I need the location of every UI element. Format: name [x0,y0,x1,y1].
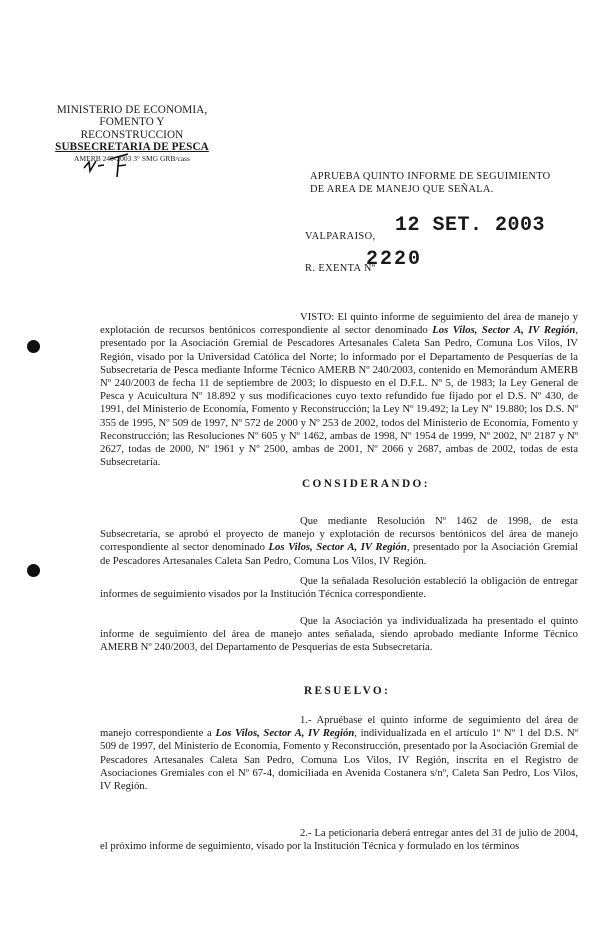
visto-italic: Los Vilos, Sector A, IV Región [432,324,576,337]
handwritten-initials [80,150,140,180]
resuelvo-p1-text-b: , individualizada en el artículo 1º Nº 1 del D.S. Nº 509 de 1997, del Ministerio de Economía, Fomento y Reconstrucción, presentado por la Asociación Gremial de Pescadores Artesanales Caleta San Pedro, Comuna Los Vilos, IV Región, inscrita en el Registro de Asociaciones Gremiales con el Nº 67-4, domiciliada en Avenida Costanera s/nº, Caleta San Pedro, Los Vilos, IV Región. [100,727,578,793]
subject-line-1: APRUEBA QUINTO INFORME DE SEGUIMIENTO [310,171,551,182]
date-place: VALPARAISO, [305,231,376,242]
punch-hole-bottom [27,564,40,577]
punch-hole-top [27,340,40,353]
considerando-heading: CONSIDERANDO: [302,478,430,490]
considerando-paragraph-3 [100,615,578,655]
visto-paragraph [100,311,578,469]
resuelvo-p2-text: 2.- La peticionaria deberá entregar antes del 31 de julio de 2004, el próximo informe de seguimiento, visado por la Institución Técnica y formulado en los términos [100,827,578,853]
subsecretaria-line: SUBSECRETARIA DE PESCA [55,141,209,154]
subject-line-2: DE AREA DE MANEJO QUE SEÑALA. [310,184,494,195]
resolution-label: R. EXENTA Nº [305,263,376,274]
considerando-paragraph-1 [100,515,578,568]
visto-text-a: VISTO: El quinto informe de seguimiento del área de manejo y explotación de recursos bentónicos correspondiente al sector denominado [100,311,578,337]
considerando-p1-italic: Los Vilos, Sector A, IV Región [268,541,407,554]
reference-code: AMERB 240-2003 3° SMG GRB/cass [74,153,190,163]
ministry-line-1: MINISTERIO DE ECONOMIA, [56,104,208,116]
visto-text-b: , presentado por la Asociación Gremial de Pescadores Artesanales Caleta San Pedro, Comuna Los Vilos, IV Región, visado por la Universidad Católica del Norte; lo informado por el Departamento de Pesquerías de la Subsecretaría de Pesca mediante Informe Técnico AMERB Nº 240/2003, contenido en Memorándum AMERB Nº 240/2003 de fecha 11 de septiembre de 2003; lo dispuesto en el D.F.L. Nº 5, de 1983; la Ley General de Pesca y Acuicultura Nº 18.892 y sus modificaciones cuyo texto refundido fue fijado por el D.S. Nº 430, de 1991, del Ministerio de Economía, Fomento y Reconstrucción; la Ley Nº 19.492; la Ley Nº 19.880; los D.S. Nº 355 de 1995, Nº 509 de 1997, Nº 572 de 2000 y Nº 253 de 2002, todos del Ministerio de Economía, Fomento y Reconstrucción; las Resoluciones Nº 605 y Nº 1462, ambas de 1998, Nº 1954 de 1999, Nº 2002, Nº 2187 y Nº 2627, todas de 2000, Nº 1961 y Nº 2500, ambas de 2001, Nº 2066 y 2687, ambas de 2002, todas de esta Subsecretaría. [100,324,578,469]
ministry-line-2: FOMENTO Y RECONSTRUCCION [80,116,184,141]
resuelvo-heading: RESUELVO: [304,685,391,697]
considerando-p1-text-b: , presentado por la Asociación Gremial de Pescadores Artesanales Caleta San Pedro, Comuna Los Vilos, IV Región. [100,541,578,567]
considerando-p3-text: Que la Asociación ya individualizada ha presentado el quinto informe de seguimiento del área de manejo antes señalada, siendo aprobado mediante Informe Técnico AMERB Nº 240/2003, del Departamento de Pesquerías de esta Subsecretaría. [100,615,578,654]
resuelvo-p1-text-a: 1.- Apruébase el quinto informe de seguimiento del área de manejo correspondiente a [100,714,578,740]
resolution-number: 2220 [366,248,423,271]
resuelvo-paragraph-1 [100,714,578,793]
date-stamp: 12 SET. 2003 [395,214,546,237]
considerando-paragraph-2 [100,575,578,601]
resuelvo-p1-italic: Los Vilos, Sector A, IV Región [215,727,355,740]
considerando-p2-text: Que la señalada Resolución estableció la obligación de entregar informes de seguimiento visados por la Institución Técnica correspondiente. [100,575,578,601]
subject-block [310,170,580,196]
considerando-p1-text-a: Que mediante Resolución Nº 1462 de 1998, de esta Subsecretaría, se aprobó el proyecto de manejo y explotación de recursos bentónicos del área de manejo correspondiente al sector denominado [100,515,578,554]
resuelvo-paragraph-2 [100,827,578,853]
